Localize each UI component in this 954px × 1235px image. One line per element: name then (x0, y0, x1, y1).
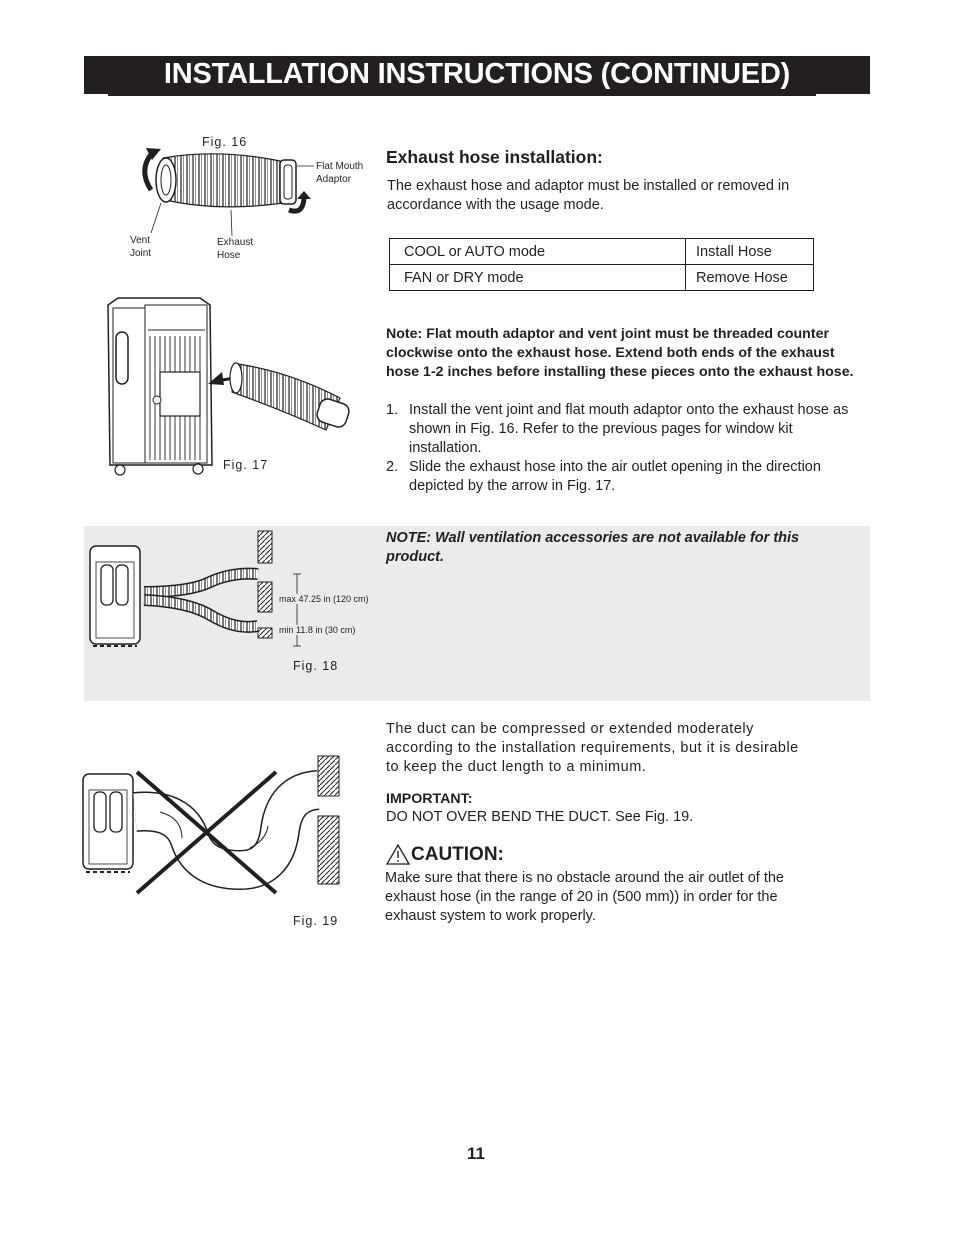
threading-note: Note: Flat mouth adaptor and vent joint must be threaded counter clockwise onto the exhaust hose. Extend both ends of the exhaust hose 1-2 inches before installing these pieces onto the exhaust hose. (386, 326, 854, 380)
action-cell: Install Hose (686, 239, 814, 265)
fig16-label: Fig. 16 (202, 135, 248, 149)
exhaust-section-title: Exhaust hose installation: (386, 147, 603, 167)
exhaust-intro: The exhaust hose and adaptor must be installed or removed in accordance with the usage mode. (387, 178, 790, 213)
page-title: INSTALLATION INSTRUCTIONS (CONTINUED) (163, 58, 791, 90)
fig17-unit (108, 298, 351, 475)
mode-cell: FAN or DRY mode (390, 265, 686, 291)
min-distance-label: min 11.8 in (30 cm) (279, 625, 356, 635)
caution-title: CAUTION: (411, 844, 504, 865)
list-item: 2. Slide the exhaust hose into the air outlet opening in the direction depicted by the arrow in Fig. 17. (386, 459, 821, 494)
mode-cell: COOL or AUTO mode (390, 239, 686, 265)
fig18-label: Fig. 18 (293, 659, 339, 673)
important-text: DO NOT OVER BEND THE DUCT. See Fig. 19. (386, 809, 694, 825)
fig19-illustration (83, 756, 339, 893)
action-cell: Remove Hose (686, 265, 814, 291)
max-distance-label: max 47.25 in (120 cm) (279, 594, 369, 604)
vent-joint-label: Vent Joint (130, 235, 152, 259)
install-steps (386, 401, 866, 496)
caution-text: Make sure that there is no obstacle around the air outlet of the exhaust hose (in the range of 20 in (500 mm)) in order for the exhaust system to work properly. (385, 870, 784, 924)
fig19-label: Fig. 19 (293, 914, 339, 928)
exhaust-hose-label: Exhaust Hose (217, 237, 254, 261)
wall-accessories-note: NOTE: Wall ventilation accessories are not available for this product. (386, 530, 800, 565)
flat-mouth-label: Flat Mouth Adaptor (316, 161, 364, 185)
important-label: IMPORTANT: (386, 791, 473, 807)
page-number: 11 (467, 1144, 485, 1163)
table-row (390, 239, 814, 265)
mode-table (389, 238, 814, 291)
warning-icon (387, 845, 409, 864)
list-item: 1. Install the vent joint and flat mouth adaptor onto the exhaust hose as shown in Fig. 16. Refer to the previous pages for window kit installation. (386, 402, 849, 456)
header-rule (108, 94, 816, 96)
fig16-hose (145, 148, 314, 236)
table-row (390, 265, 814, 291)
fig17-label: Fig. 17 (223, 458, 269, 472)
duct-text: The duct can be compressed or extended moderately according to the installation requirements, but it is desirable to keep the duct length to a minimum. (386, 721, 799, 775)
